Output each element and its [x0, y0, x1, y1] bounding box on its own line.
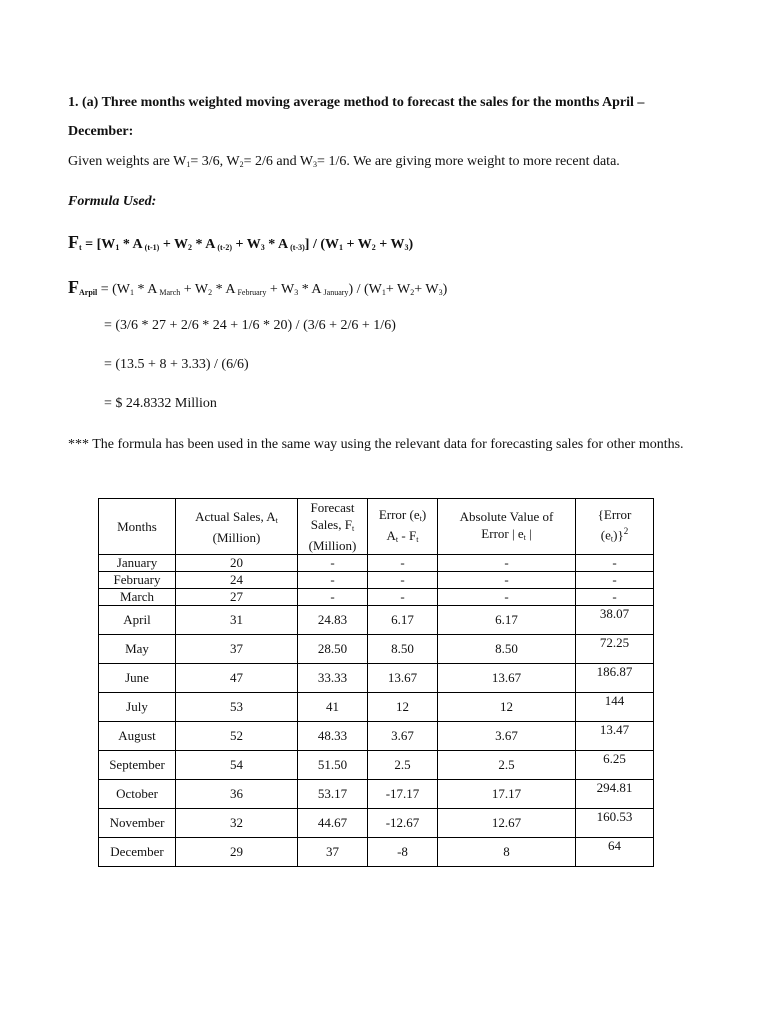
- table-cell-actual: 31: [176, 606, 298, 635]
- table-cell-forecast: 33.33: [298, 664, 368, 693]
- table-cell-sq: 186.87: [576, 664, 654, 693]
- table-cell-error: -17.17: [368, 780, 438, 809]
- table-cell-sq: 6.25: [576, 751, 654, 780]
- table-cell-sq: 13.47: [576, 722, 654, 751]
- general-formula: $F_t = [W_1 * A$ $_{(t-1)} + W_2 * A$ $_{(t-2)} + W_3 * A$ $_{(t-3)}] / (W_1 + W_2 + W_3)$: [68, 232, 414, 252]
- section-heading: 1. (a) Three months weighted moving average method to forecast the sales for the months April – December:: [68, 95, 645, 139]
- table-cell-abs: 8.50: [438, 635, 576, 664]
- table-cell-sq: -: [576, 555, 654, 572]
- table-cell-abs: -: [438, 589, 576, 606]
- header-error: Error $(e_t)$ $A_t - F_t$: [368, 499, 438, 555]
- table-cell-abs: 3.67: [438, 722, 576, 751]
- table-cell-sq: 160.53: [576, 809, 654, 838]
- table-cell-actual: 36: [176, 780, 298, 809]
- table-cell-abs: 12: [438, 693, 576, 722]
- table-row: [99, 572, 654, 589]
- table-cell-abs: 6.17: [438, 606, 576, 635]
- table-cell-sq: -: [576, 589, 654, 606]
- table-cell-forecast: -: [298, 572, 368, 589]
- table-cell-error: 6.17: [368, 606, 438, 635]
- table-row: [99, 693, 654, 722]
- table-cell-forecast: -: [298, 589, 368, 606]
- table-cell-month: June: [99, 664, 176, 693]
- table-cell-forecast: 28.50: [298, 635, 368, 664]
- calculation-step-2: = (13.5 + 8 + 3.33) / (6/6): [104, 357, 249, 372]
- table-cell-month: January: [99, 555, 176, 572]
- table-cell-forecast: 51.50: [298, 751, 368, 780]
- table-row: [99, 664, 654, 693]
- table-cell-error: -8: [368, 838, 438, 867]
- table-header-row: [99, 499, 654, 555]
- table-row: [99, 722, 654, 751]
- table-cell-abs: -: [438, 572, 576, 589]
- table-cell-forecast: -: [298, 555, 368, 572]
- header-forecast-sales: Forecast Sales, $F_t$ (Million): [298, 499, 368, 555]
- table-row: [99, 589, 654, 606]
- table-cell-month: March: [99, 589, 176, 606]
- table-cell-forecast: 37: [298, 838, 368, 867]
- table-cell-actual: 54: [176, 751, 298, 780]
- table-cell-forecast: 48.33: [298, 722, 368, 751]
- formula-label: Formula Used:: [68, 194, 157, 209]
- table-cell-error: -: [368, 572, 438, 589]
- table-cell-month: November: [99, 809, 176, 838]
- april-formula: $F_{Arpil} = (W_1 * A$ $_{March} + W_2 * A$ $_{February} + W_3 * A$ $_{January}) / (W_1+ W_2+ W_3)$: [68, 277, 448, 297]
- header-actual-sales: Actual Sales, $A_t$ (Million): [176, 499, 298, 555]
- table-cell-forecast: 53.17: [298, 780, 368, 809]
- table-row: [99, 751, 654, 780]
- table-row: [99, 780, 654, 809]
- table-cell-forecast: 24.83: [298, 606, 368, 635]
- table-cell-forecast: 41: [298, 693, 368, 722]
- table-cell-error: 3.67: [368, 722, 438, 751]
- table-cell-error: 13.67: [368, 664, 438, 693]
- header-squared-error: {Error $(e_t)\}^2$: [576, 499, 654, 555]
- header-months: Months: [99, 499, 176, 555]
- table-cell-abs: 2.5: [438, 751, 576, 780]
- table-cell-sq: 64: [576, 838, 654, 867]
- table-cell-month: October: [99, 780, 176, 809]
- table-row: [99, 555, 654, 572]
- calculation-step-1: = (3/6 * 27 + 2/6 * 24 + 1/6 * 20) / (3/6 + 2/6 + 1/6): [104, 318, 396, 333]
- table-cell-actual: 53: [176, 693, 298, 722]
- table-cell-abs: -: [438, 555, 576, 572]
- table-row: [99, 635, 654, 664]
- table-cell-actual: 24: [176, 572, 298, 589]
- table-cell-abs: 17.17: [438, 780, 576, 809]
- calculation-result: = $ 24.8332 Million: [104, 396, 217, 411]
- table-cell-sq: 294.81: [576, 780, 654, 809]
- table-cell-forecast: 44.67: [298, 809, 368, 838]
- table-cell-actual: 32: [176, 809, 298, 838]
- table-cell-month: September: [99, 751, 176, 780]
- table-cell-sq: 38.07: [576, 606, 654, 635]
- table-cell-sq: 144: [576, 693, 654, 722]
- table-cell-month: May: [99, 635, 176, 664]
- table-row: [99, 838, 654, 867]
- table-cell-actual: 27: [176, 589, 298, 606]
- table-cell-error: 12: [368, 693, 438, 722]
- table-cell-month: April: [99, 606, 176, 635]
- table-cell-sq: 72.25: [576, 635, 654, 664]
- table-cell-month: December: [99, 838, 176, 867]
- table-cell-abs: 12.67: [438, 809, 576, 838]
- table-cell-abs: 8: [438, 838, 576, 867]
- table-cell-error: -12.67: [368, 809, 438, 838]
- given-weights-text: Given weights are $W_1= 3/6$, $W_2= 2/6$ and $W_3= 1/6$. We are giving more weight to more recent data.: [68, 154, 620, 169]
- table-cell-error: 8.50: [368, 635, 438, 664]
- table-cell-error: -: [368, 589, 438, 606]
- table-cell-month: August: [99, 722, 176, 751]
- table-cell-month: February: [99, 572, 176, 589]
- table-cell-month: July: [99, 693, 176, 722]
- table-cell-error: -: [368, 555, 438, 572]
- table-cell-abs: 13.67: [438, 664, 576, 693]
- table-row: [99, 809, 654, 838]
- footnote: *** The formula has been used in the same way using the relevant data for forecasting sales for other months.: [68, 437, 684, 452]
- table-cell-actual: 52: [176, 722, 298, 751]
- table-cell-actual: 29: [176, 838, 298, 867]
- forecast-table: [98, 498, 654, 867]
- table-cell-actual: 20: [176, 555, 298, 572]
- table-cell-actual: 37: [176, 635, 298, 664]
- table-cell-error: 2.5: [368, 751, 438, 780]
- header-absolute-error: Absolute Value of Error | $e_t$ |: [438, 499, 576, 555]
- table-row: [99, 606, 654, 635]
- table-cell-sq: -: [576, 572, 654, 589]
- table-cell-actual: 47: [176, 664, 298, 693]
